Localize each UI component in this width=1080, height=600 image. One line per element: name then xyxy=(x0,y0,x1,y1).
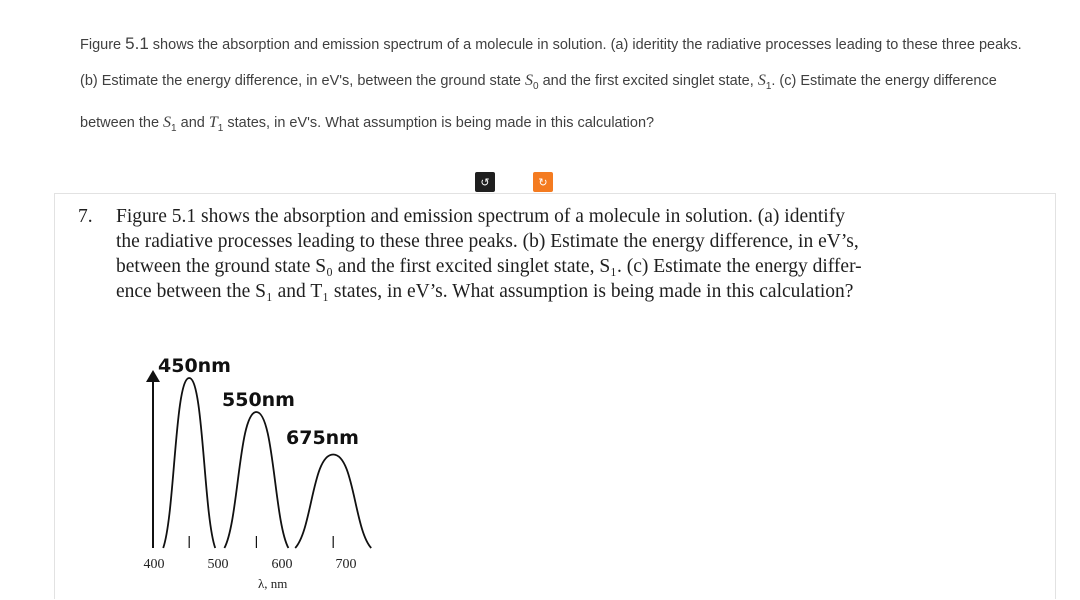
scan-line-2: the radiative processes leading to these three peaks. (b) Estimate the energy difference, in eV’s, xyxy=(116,231,859,252)
peak-label-3: 675nm xyxy=(286,427,359,449)
peak-label-1: 450nm xyxy=(158,355,231,377)
question-part-2: shows the absorption and emission spectrum of a molecule in solution. (a) ideritity the radiative processes leading to these three peaks. (b) Estimate the energy difference, in eV's, between the ground state xyxy=(80,37,1022,89)
peak-curve-3 xyxy=(295,455,371,549)
rotate-glyph: ↺ xyxy=(480,176,490,189)
symbol-t1-sub: 1 xyxy=(217,122,224,134)
symbol-s1: S xyxy=(757,72,766,89)
peak-curve-1 xyxy=(163,378,215,548)
question-part-3: and the first excited singlet state, xyxy=(538,73,758,89)
symbol-s1-b: S xyxy=(163,113,172,131)
symbol-s1-sub: 1 xyxy=(765,80,772,92)
question-part-4: . (c) Estimate the energy difference between the xyxy=(80,73,997,131)
symbol-s0-sub: 0 xyxy=(533,80,539,92)
question-part-6: states, in eV's. What assumption is being made in this calculation? xyxy=(223,114,655,131)
refresh-glyph: ↻ xyxy=(538,176,548,189)
question-part-1: Figure xyxy=(80,37,126,53)
x-tick-400: 400 xyxy=(143,557,165,572)
peak-curve-2 xyxy=(224,412,288,548)
question-number: 7. xyxy=(78,206,93,227)
spectrum-layer xyxy=(144,355,372,591)
peak-label-2: 550nm xyxy=(222,389,295,411)
scan-line-3: between the ground state S₀ and the first excited singlet state, S₁. (c) Estimate the energy differ- xyxy=(116,256,862,277)
scan-line-4: ence between the S₁ and T₁ states, in eV’s. What assumption is being made in this calculation? xyxy=(116,281,854,302)
scan-line-1: Figure 5.1 shows the absorption and emission spectrum of a molecule in solution. (a) identify xyxy=(116,206,845,227)
x-tick-700: 700 xyxy=(335,557,357,572)
question-part-5: and xyxy=(176,114,209,131)
x-tick-500: 500 xyxy=(207,557,229,572)
figure-number: 5.1 xyxy=(125,34,149,53)
symbol-t1: T xyxy=(208,113,218,131)
x-axis-label: λ, nm xyxy=(258,576,288,591)
symbol-s0: S xyxy=(525,72,534,89)
x-tick-600: 600 xyxy=(271,557,293,572)
symbol-s1-b-sub: 1 xyxy=(171,122,177,134)
